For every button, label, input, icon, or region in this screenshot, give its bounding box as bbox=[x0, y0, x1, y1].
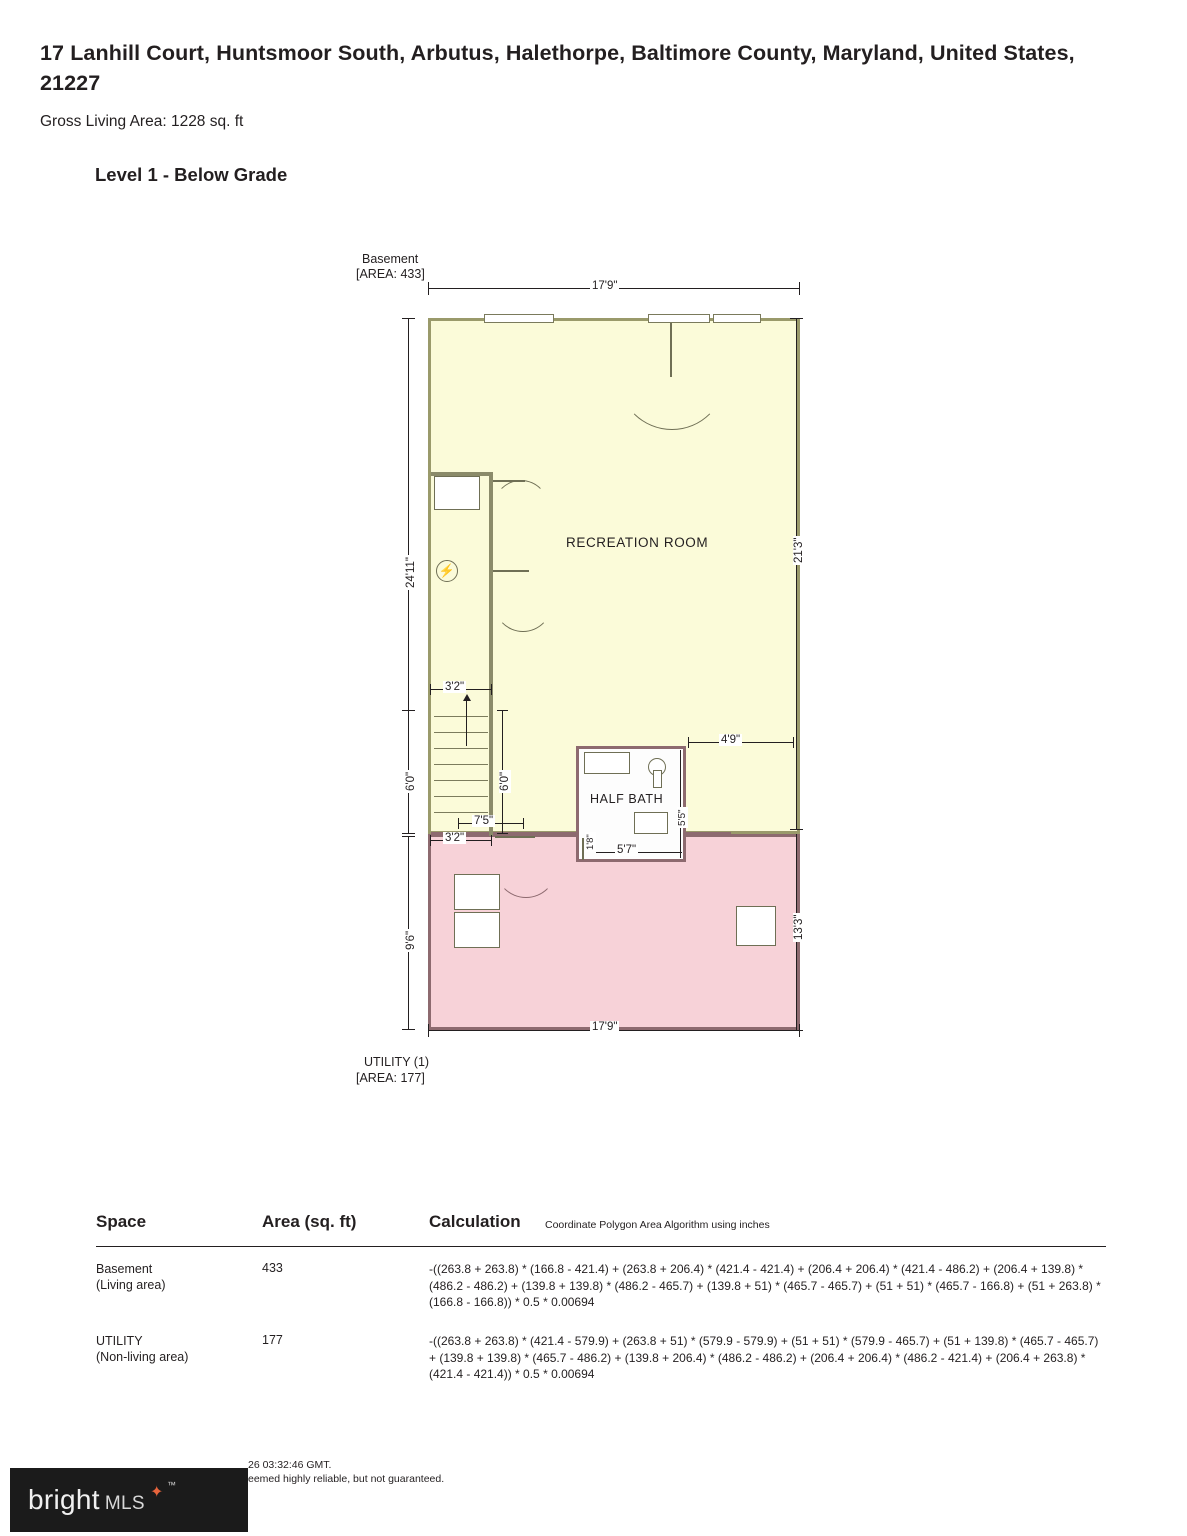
dimension-tick bbox=[793, 737, 794, 748]
dimension-tick bbox=[402, 710, 415, 711]
footer-disclaimer bbox=[248, 1458, 444, 1486]
dimension-tick bbox=[428, 282, 429, 295]
dimension-tick bbox=[402, 1029, 415, 1030]
column-header-calculation-subtitle: Coordinate Polygon Area Algorithm using inches bbox=[545, 1219, 770, 1231]
basement-area-label-line1: Basement bbox=[362, 252, 419, 266]
dimension-line-bath-bottom bbox=[596, 852, 682, 853]
trademark-icon: ™ bbox=[167, 1480, 176, 1490]
utility-fixture bbox=[736, 906, 776, 946]
dimension-right-lower: 13'3" bbox=[793, 914, 805, 940]
dimension-tick bbox=[497, 833, 508, 834]
table-header-row bbox=[96, 1212, 1106, 1247]
window-icon bbox=[484, 314, 554, 323]
row-space-name bbox=[96, 1261, 256, 1293]
table-row bbox=[96, 1333, 1106, 1381]
door-swing-arc bbox=[618, 322, 726, 430]
interior-wall bbox=[489, 590, 493, 836]
door-swing-arc bbox=[495, 836, 557, 898]
dimension-tick bbox=[428, 1024, 429, 1037]
door-swing-arc bbox=[493, 480, 549, 536]
row-area-value: 433 bbox=[262, 1261, 283, 1275]
row-space-label: Basement bbox=[96, 1262, 153, 1276]
row-space-label: UTILITY bbox=[96, 1334, 143, 1348]
area-calculation-table bbox=[96, 1212, 1106, 1381]
row-calculation: -((263.8 + 263.8) * (166.8 - 421.4) + (263.8 + 206.4) * (421.4 - 421.4) + (206.4 + 206.4) * (421.4 - 486.2) + (206.4 + 139.8) * (486.2 - 486.2) + (139.8 + 139.8) * (486.2 - 465.7) + (139.8 + 51) * (465.7 - 465.7) + (51 + 51) * (465.7 - 166.8) + (51 + 263.8) * (166.8 - 166.8)) * 0.5 * 0.00694 bbox=[429, 1262, 1101, 1309]
dimension-tick bbox=[402, 318, 415, 319]
door-swing-arc bbox=[493, 570, 553, 632]
closet-fixture bbox=[434, 476, 480, 510]
stair-step bbox=[434, 812, 488, 813]
dimension-bath-bottom: 5'7" bbox=[617, 844, 637, 856]
row-space-sublabel: (Non-living area) bbox=[96, 1350, 189, 1364]
dimension-left-total: 24'11" bbox=[405, 556, 417, 588]
dimension-bath-top: 4'9" bbox=[721, 734, 741, 746]
stair-step bbox=[434, 748, 488, 749]
stair-step bbox=[434, 716, 488, 717]
dimension-stair-width-2: 3'2" bbox=[445, 832, 465, 844]
utility-fixture bbox=[454, 874, 500, 910]
dimension-tick bbox=[497, 710, 508, 711]
brand-name: bright bbox=[28, 1484, 100, 1515]
dimension-left-lower: 9'6" bbox=[405, 930, 417, 950]
dimension-tick bbox=[790, 829, 803, 830]
footer-timestamp: 26 03:32:46 GMT. bbox=[248, 1459, 332, 1471]
dimension-tick bbox=[688, 737, 689, 748]
gross-living-area: Gross Living Area: 1228 sq. ft bbox=[40, 113, 244, 130]
stair-direction-arrow bbox=[466, 700, 467, 746]
dimension-tick bbox=[790, 318, 803, 319]
column-header-area: Area (sq. ft) bbox=[262, 1212, 357, 1231]
row-space-sublabel: (Living area) bbox=[96, 1278, 166, 1292]
star-icon: ✦ bbox=[150, 1484, 164, 1501]
dimension-line-bath-height bbox=[680, 750, 681, 858]
stair-step bbox=[434, 732, 488, 733]
utility-area-label-line2: [AREA: 177] bbox=[356, 1071, 425, 1085]
stair-step bbox=[434, 780, 488, 781]
lightning-bolt-icon: ⚡ bbox=[438, 563, 456, 578]
bath-door-leaf bbox=[582, 838, 584, 860]
dimension-stair-height: 6'0" bbox=[499, 771, 511, 791]
bath-fixture bbox=[634, 812, 668, 834]
dimension-right-upper: 21'3" bbox=[793, 537, 805, 563]
dimension-tick bbox=[491, 684, 492, 695]
dimension-tick bbox=[799, 282, 800, 295]
stair-step bbox=[434, 796, 488, 797]
dimension-tick bbox=[491, 835, 492, 846]
table-row bbox=[96, 1261, 1106, 1309]
door-leaf bbox=[495, 836, 535, 838]
dimension-line-right-upper bbox=[796, 318, 797, 830]
stair-direction-arrow-head bbox=[463, 694, 471, 701]
dimension-top-width: 17'9" bbox=[592, 280, 618, 292]
toilet-tank-icon bbox=[653, 770, 662, 788]
dimension-tick bbox=[430, 684, 431, 695]
dimension-tick bbox=[430, 835, 431, 846]
row-area-value: 177 bbox=[262, 1333, 283, 1347]
utility-area-label-line1: UTILITY (1) bbox=[364, 1055, 430, 1069]
brand-logo bbox=[28, 1484, 145, 1516]
stair-step bbox=[434, 764, 488, 765]
sink-fixture bbox=[584, 752, 630, 774]
basement-area-label-line2: [AREA: 433] bbox=[356, 267, 425, 281]
door-leaf bbox=[670, 323, 672, 377]
row-calculation: -((263.8 + 263.8) * (421.4 - 579.9) + (263.8 + 51) * (579.9 - 579.9) + (51 + 51) * (579.9 - 465.7) + (51 + 139.8) * (465.7 - 465.7) + (139.8 + 139.8) * (465.7 - 486.2) + (139.8 + 206.4) * (486.2 - 486.2) + (206.4 + 206.4) * (486.2 - 421.4) + (206.4 + 263.8) * (421.4 - 421.4)) * 0.5 * 0.00694 bbox=[429, 1334, 1099, 1381]
footer-reliability-note: eemed highly reliable, but not guaranteed. bbox=[248, 1473, 445, 1485]
level-title: Level 1 - Below Grade bbox=[95, 164, 288, 185]
dimension-bottom-width: 17'9" bbox=[592, 1021, 618, 1033]
dimension-bath-height: 5'5" bbox=[677, 809, 688, 826]
dimension-tick bbox=[790, 1030, 803, 1031]
room-label-recreation: RECREATION ROOM bbox=[566, 535, 709, 550]
dimension-tick bbox=[458, 818, 459, 829]
column-header-calculation: Calculation bbox=[429, 1212, 521, 1231]
window-icon bbox=[713, 314, 761, 323]
dimension-tick bbox=[402, 836, 415, 837]
interior-wall bbox=[489, 472, 493, 594]
dimension-left-mid: 6'0" bbox=[405, 771, 417, 791]
utility-fixture bbox=[454, 912, 500, 948]
dimension-stair-run: 7'5" bbox=[474, 815, 494, 827]
page-title: 17 Lanhill Court, Huntsmoor South, Arbutus, Halethorpe, Baltimore County, Maryland, United States, 21227 bbox=[40, 41, 1075, 95]
dimension-tick bbox=[523, 818, 524, 829]
dimension-bath-small: 1'8" bbox=[585, 834, 596, 850]
door-leaf bbox=[493, 570, 529, 572]
room-label-half-bath: HALF BATH bbox=[590, 792, 664, 806]
row-space-name bbox=[96, 1333, 256, 1365]
dimension-stair-width: 3'2" bbox=[445, 681, 465, 693]
column-header-space: Space bbox=[96, 1212, 147, 1231]
brand-suffix: MLS bbox=[104, 1493, 145, 1514]
door-leaf bbox=[493, 480, 525, 482]
floor-plan-drawing bbox=[350, 240, 870, 1110]
